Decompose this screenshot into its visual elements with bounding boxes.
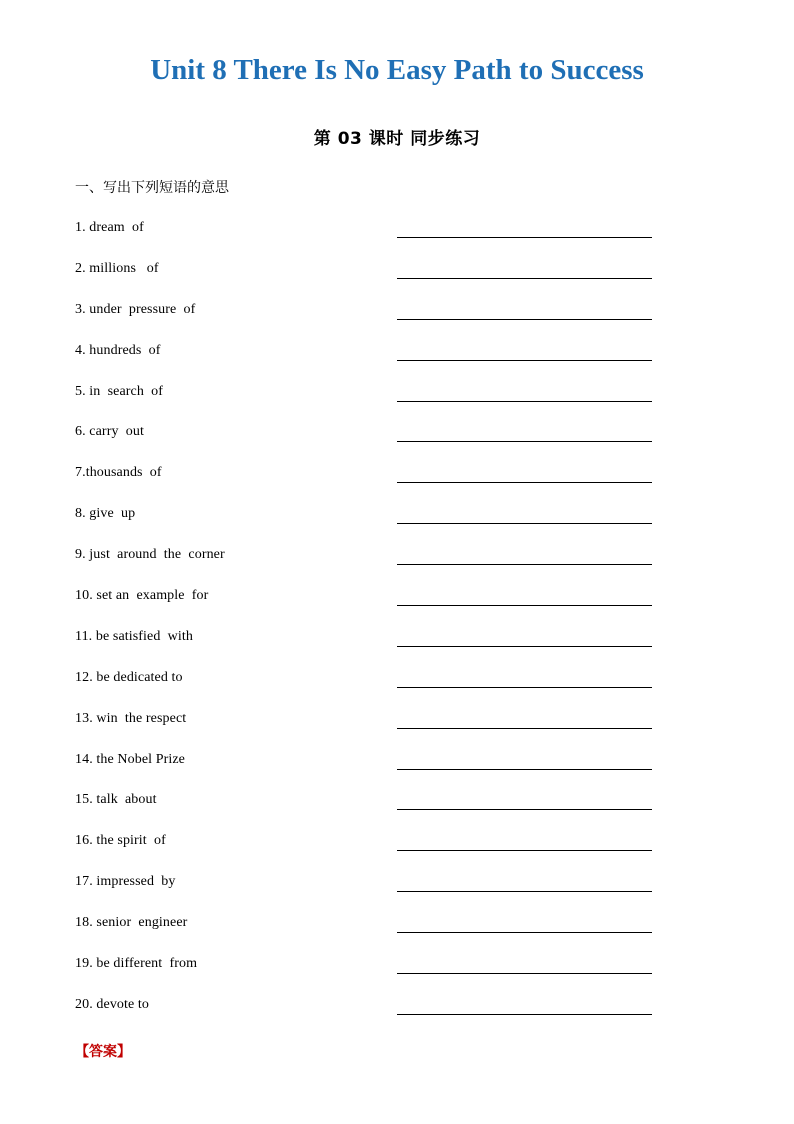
exercise-phrase: 18. senior engineer <box>75 915 188 931</box>
exercise-phrase: 14. the Nobel Prize <box>75 751 185 767</box>
answer-blank-line[interactable] <box>397 687 652 688</box>
exercise-item <box>75 384 655 425</box>
exercise-item <box>75 956 655 997</box>
exercise-phrase: 10. set an example for <box>75 588 209 604</box>
answer-blank-line[interactable] <box>397 278 652 279</box>
lesson-subtitle: 第 03 课时 同步练习 <box>313 129 481 149</box>
exercise-phrase: 7.thousands of <box>75 465 162 481</box>
exercise-phrase: 13. win the respect <box>75 710 187 726</box>
answer-blank-line[interactable] <box>397 769 652 770</box>
exercise-phrase: 4. hundreds of <box>75 342 161 358</box>
exercise-item <box>75 302 655 343</box>
exercise-phrase: 19. be different from <box>75 956 198 972</box>
exercise-phrase: 12. be dedicated to <box>75 669 183 685</box>
exercise-phrase: 20. devote to <box>75 996 150 1012</box>
exercise-list <box>75 220 655 1038</box>
exercise-phrase: 5. in search of <box>75 383 164 399</box>
exercise-item <box>75 547 655 588</box>
section-heading: 一、写出下列短语的意思 <box>75 180 229 196</box>
exercise-item <box>75 997 655 1038</box>
exercise-phrase: 16. the spirit of <box>75 833 166 849</box>
answer-blank-line[interactable] <box>397 973 652 974</box>
answer-blank-line[interactable] <box>397 441 652 442</box>
exercise-item <box>75 833 655 874</box>
answer-blank-line[interactable] <box>397 360 652 361</box>
answer-blank-line[interactable] <box>397 728 652 729</box>
exercise-phrase: 9. just around the corner <box>75 547 225 563</box>
answer-blank-line[interactable] <box>397 564 652 565</box>
exercise-item <box>75 670 655 711</box>
answer-blank-line[interactable] <box>397 932 652 933</box>
answer-label: 【答案】 <box>75 1044 131 1060</box>
answer-blank-line[interactable] <box>397 891 652 892</box>
exercise-phrase: 6. carry out <box>75 424 144 440</box>
answer-blank-line[interactable] <box>397 646 652 647</box>
answer-blank-line[interactable] <box>397 319 652 320</box>
exercise-phrase: 17. impressed by <box>75 874 176 890</box>
answer-blank-line[interactable] <box>397 1014 652 1015</box>
answer-blank-line[interactable] <box>397 482 652 483</box>
answer-blank-line[interactable] <box>397 850 652 851</box>
exercise-item <box>75 752 655 793</box>
exercise-item <box>75 874 655 915</box>
exercise-item <box>75 629 655 670</box>
answer-blank-line[interactable] <box>397 809 652 810</box>
exercise-item <box>75 261 655 302</box>
page-title: Unit 8 There Is No Easy Path to Success <box>150 54 644 86</box>
answer-blank-line[interactable] <box>397 237 652 238</box>
exercise-item <box>75 588 655 629</box>
exercise-phrase: 8. give up <box>75 506 136 522</box>
exercise-item <box>75 220 655 261</box>
exercise-item <box>75 343 655 384</box>
exercise-item <box>75 915 655 956</box>
answer-blank-line[interactable] <box>397 523 652 524</box>
exercise-item <box>75 465 655 506</box>
exercise-phrase: 11. be satisfied with <box>75 628 193 644</box>
exercise-item <box>75 711 655 752</box>
answer-blank-line[interactable] <box>397 401 652 402</box>
exercise-phrase: 1. dream of <box>75 220 144 235</box>
exercise-phrase: 15. talk about <box>75 792 157 808</box>
exercise-item <box>75 424 655 465</box>
exercise-item <box>75 792 655 833</box>
answer-blank-line[interactable] <box>397 605 652 606</box>
exercise-phrase: 2. millions of <box>75 260 159 276</box>
exercise-item <box>75 506 655 547</box>
exercise-phrase: 3. under pressure of <box>75 301 196 317</box>
